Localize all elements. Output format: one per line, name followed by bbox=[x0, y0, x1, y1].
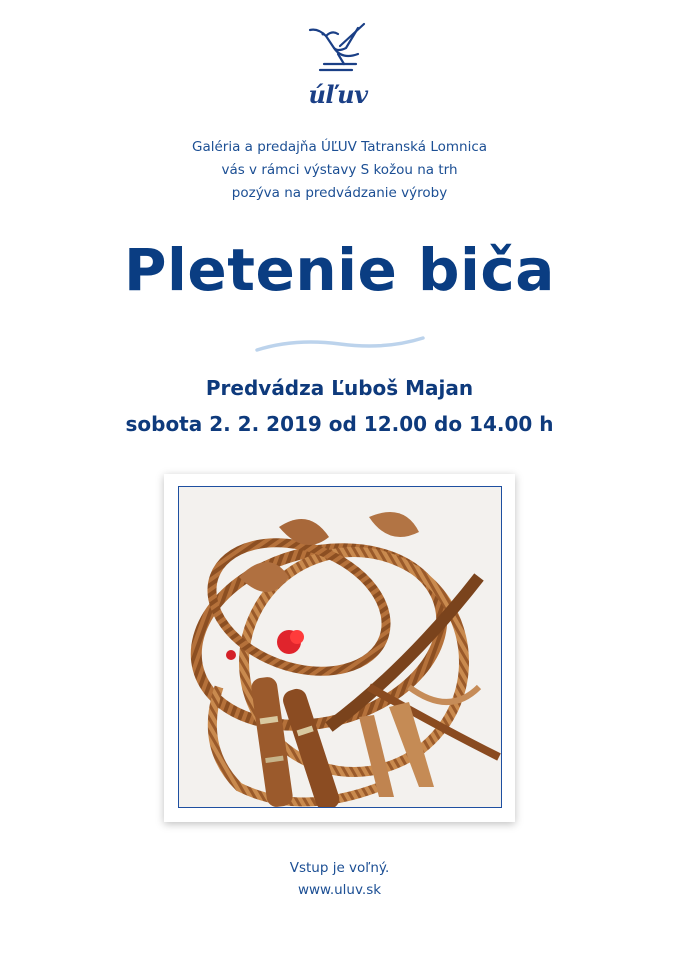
website-link[interactable]: www.uluv.sk bbox=[297, 882, 382, 898]
event-title: Pletenie biča bbox=[124, 236, 555, 304]
bird-logo-icon bbox=[298, 18, 378, 78]
intro-line-1: Galéria a predajňa ÚĽUV Tatranská Lomnica bbox=[191, 139, 488, 155]
presenter-line: Predvádza Ľuboš Majan bbox=[205, 376, 474, 400]
whips-photo bbox=[178, 486, 502, 808]
invitation-text bbox=[0, 136, 679, 205]
intro-line-2: vás v rámci výstavy S kožou na trh bbox=[221, 162, 458, 178]
photo-card bbox=[164, 474, 515, 822]
event-date: sobota 2. 2. 2019 od 12.00 do 14.00 h bbox=[125, 412, 554, 436]
intro-line-3: pozýva na predvádzanie výroby bbox=[231, 185, 448, 201]
footer bbox=[0, 857, 679, 901]
logo-wordmark: úľuv bbox=[308, 80, 368, 109]
uluv-logo bbox=[298, 18, 378, 113]
entry-note: Vstup je voľný. bbox=[289, 860, 390, 876]
wave-divider bbox=[255, 334, 425, 356]
